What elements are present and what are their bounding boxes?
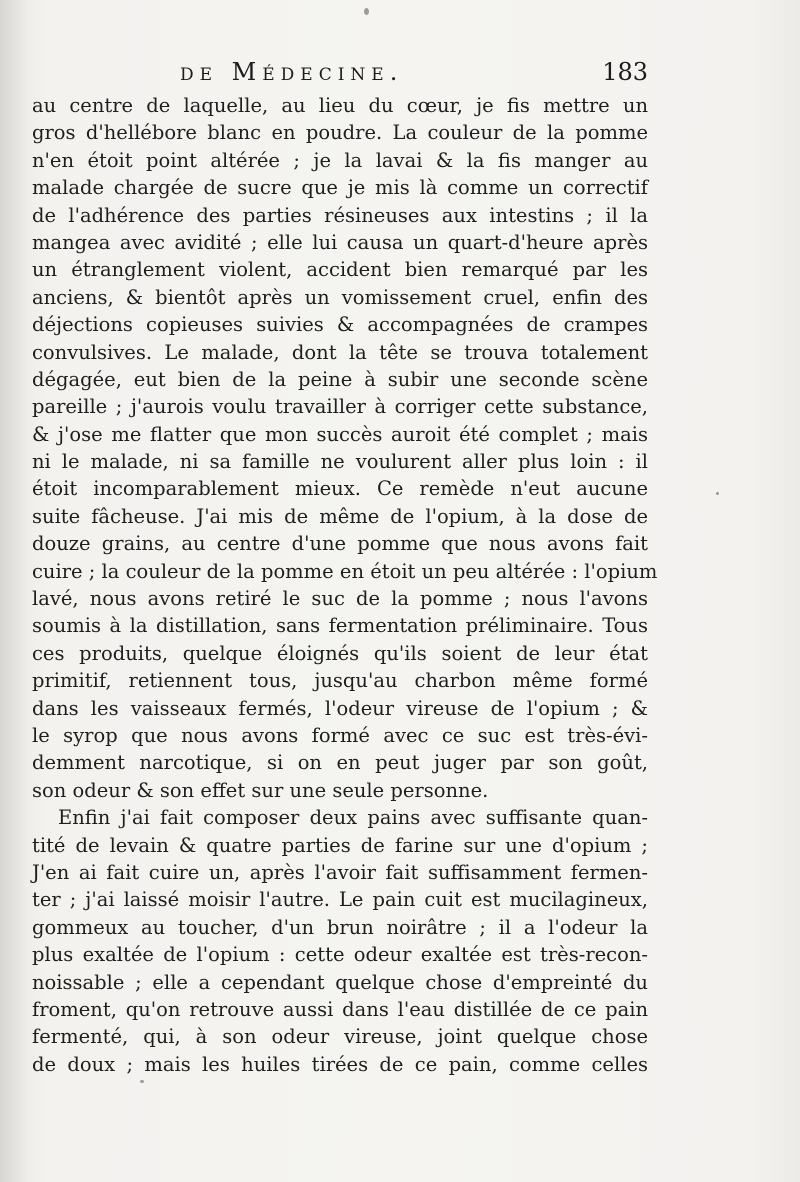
text-line: tité de levain & quatre parties de farine sur une d'opium ; [32, 833, 648, 857]
text-line: dans les vaisseaux fermés, l'odeur vireuse de l'opium ; & [32, 696, 648, 720]
text-line: froment, qu'on retrouve aussi dans l'eau distillée de ce pain [32, 997, 648, 1021]
text-line: fermenté, qui, à son odeur vireuse, joint quelque chose [32, 1025, 648, 1049]
text-line: le syrop que nous avons formé avec ce suc est très-évi- [32, 723, 648, 747]
text-line: lavé, nous avons retiré le suc de la pomme ; nous l'avons [32, 587, 648, 611]
gutter-shadow [0, 0, 28, 1182]
text-line: douze grains, au centre d'une pomme que nous avons fait [32, 532, 648, 556]
text-line: pareille ; j'aurois voulu travailler à corriger cette substance, [32, 395, 648, 419]
text-line: de l'adhérence des parties résineuses aux intestins ; il la [32, 203, 648, 227]
body-text [32, 92, 658, 1078]
text-line: dégagée, eut bien de la peine à subir une seconde scène [32, 367, 648, 391]
paragraph [32, 92, 658, 804]
text-line: noissable ; elle a cependant quelque chose d'empreinté du [32, 970, 648, 994]
text-line: au centre de laquelle, au lieu du cœur, je fis mettre un [32, 94, 648, 117]
text-line: de doux ; mais les huiles tirées de ce pain, comme celles [32, 1052, 648, 1076]
page-number: 183 [602, 58, 648, 86]
text-line: & j'ose me flatter que mon succès auroit été complet ; mais [32, 422, 648, 446]
running-title: de Médecine. [180, 58, 404, 86]
text-line: primitif, retiennent tous, jusqu'au charbon même formé [32, 669, 648, 693]
text-line: malade chargée de sucre que je mis là comme un correctif [32, 176, 648, 200]
text-line: cuire ; la couleur de la pomme en étoit un peu altérée : l'opium [32, 559, 658, 583]
text-line: suite fâcheuse. J'ai mis de même de l'opium, à la dose de [32, 504, 648, 528]
text-line: Enfin j'ai fait composer deux pains avec suffisante quan- [58, 806, 648, 830]
text-line: convulsives. Le malade, dont la tête se trouva totalement [32, 340, 648, 364]
text-line: ni le malade, ni sa famille ne voulurent aller plus loin : il [32, 450, 648, 474]
text-line: un étranglement violent, accident bien remarqué par les [32, 258, 648, 282]
text-line: mangea avec avidité ; elle lui causa un quart-d'heure après [32, 230, 648, 254]
text-line: ter ; j'ai laissé moisir l'autre. Le pain cuit est mucilagineux, [32, 888, 648, 912]
text-line: gros d'hellébore blanc en poudre. La couleur de la pomme [32, 121, 648, 145]
running-head [0, 58, 800, 92]
ink-speck [140, 1080, 144, 1083]
text-line: soumis à la distillation, sans fermentation préliminaire. Tous [32, 614, 648, 638]
text-line: J'en ai fait cuire un, après l'avoir fait suffisamment fermen- [32, 860, 648, 884]
text-line: gommeux au toucher, d'un brun noirâtre ; il a l'odeur la [32, 915, 648, 939]
text-line: étoit incomparablement mieux. Ce remède n'eut aucune [32, 477, 648, 501]
paragraph [32, 804, 648, 1078]
text-line: anciens, & bientôt après un vomissement cruel, enfin des [32, 285, 648, 309]
text-line: n'en étoit point altérée ; je la lavai & la fis manger au [32, 148, 648, 172]
ink-speck [364, 8, 369, 15]
text-line: déjections copieuses suivies & accompagnées de crampes [32, 313, 648, 337]
ink-speck [716, 492, 719, 495]
text-line: son odeur & son effet sur une seule personne. [32, 778, 489, 802]
text-line: ces produits, quelque éloignés qu'ils soient de leur état [32, 641, 648, 665]
text-line: demment narcotique, si on en peut juger par son goût, [32, 751, 648, 775]
text-line: plus exaltée de l'opium : cette odeur exaltée est très-recon- [32, 943, 648, 967]
